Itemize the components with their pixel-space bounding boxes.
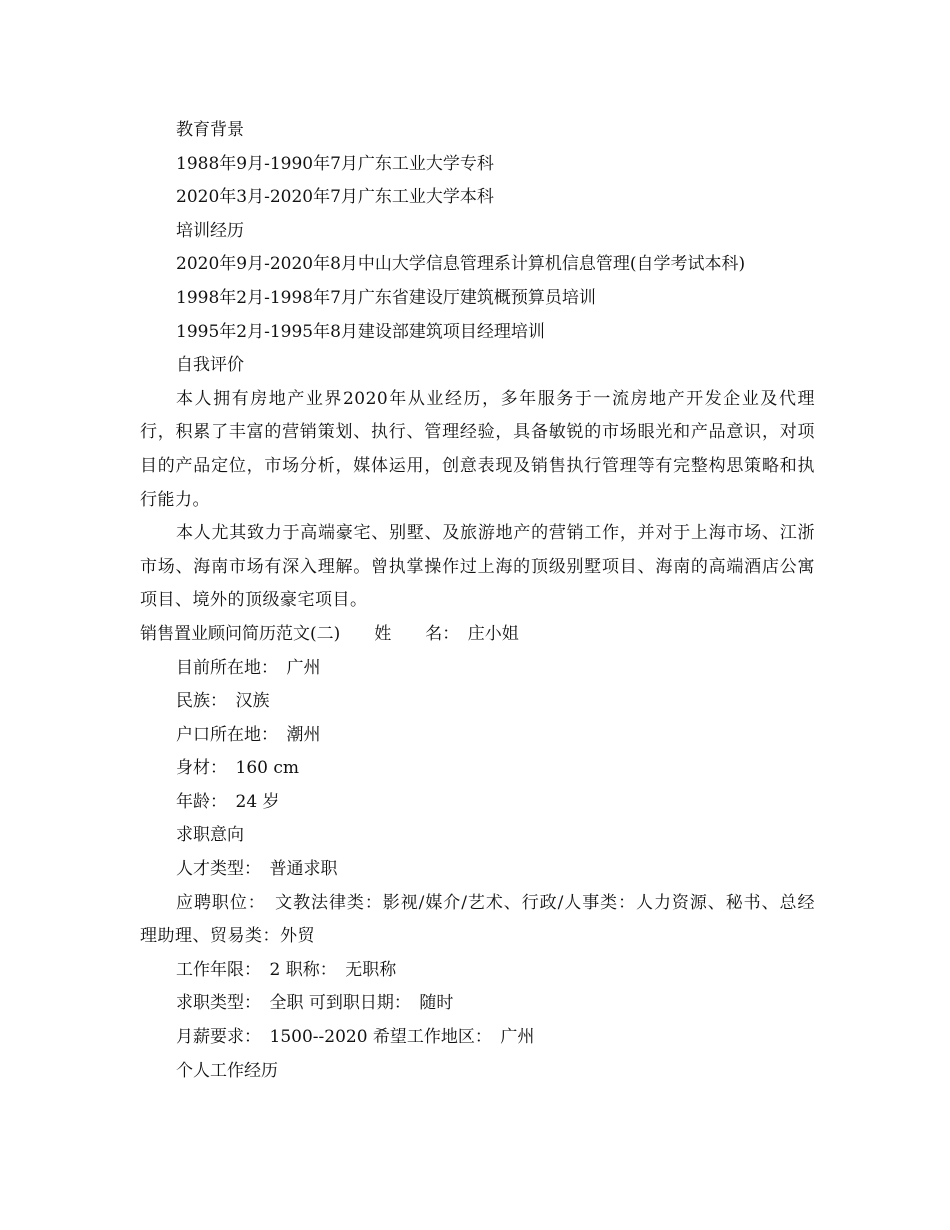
work-experience-heading: 个人工作经历 bbox=[176, 1060, 278, 1081]
resume-content bbox=[140, 114, 815, 1088]
self-evaluation-paragraph-1: 本人拥有房地产业界2020年从业经历，多年服务于一流房地产开发企业及代理行，积累了丰富的营销策划、执行、管理经验，具备敏锐的市场眼光和产品意识，对项目的产品定位，市场分析，媒体运用，创意表现及销售执行管理等有完整构思策略和执行能力。 bbox=[140, 388, 815, 510]
talent-type: 人才类型： 普通求职 bbox=[176, 859, 338, 880]
work-years: 工作年限： 2 职称： 无职称 bbox=[176, 959, 397, 980]
training-item-3: 1995年2月-1995年8月建设部建筑项目经理培训 bbox=[176, 321, 545, 342]
training-item-1: 2020年9月-2020年8月中山大学信息管理系计算机信息管理(自学考试本科) bbox=[176, 254, 746, 275]
age: 年龄： 24 岁 bbox=[176, 791, 280, 812]
applied-position: 应聘职位： 文教法律类：影视/媒介/艺术、行政/人事类：人力资源、秘书、总经理助理、贸易类：外贸 bbox=[140, 892, 815, 947]
self-evaluation-heading: 自我评价 bbox=[176, 355, 244, 376]
training-heading: 培训经历 bbox=[176, 220, 244, 241]
salary-requirement: 月薪要求： 1500--2020 希望工作地区： 广州 bbox=[176, 1027, 535, 1048]
current-location: 目前所在地： 广州 bbox=[176, 657, 321, 678]
hukou-location: 户口所在地： 潮州 bbox=[176, 724, 321, 745]
height: 身材： 160 cm bbox=[176, 758, 299, 779]
education-item-1: 1988年9月-1990年7月广东工业大学专科 bbox=[176, 153, 494, 174]
education-item-2: 2020年3月-2020年7月广东工业大学本科 bbox=[176, 187, 494, 208]
sample-2-title-line: 销售置业顾问简历范文(二) 姓 名： 庄小姐 bbox=[140, 623, 519, 644]
training-item-2: 1998年2月-1998年7月广东省建设厅建筑概预算员培训 bbox=[176, 287, 596, 308]
ethnicity: 民族： 汉族 bbox=[176, 691, 270, 712]
education-heading: 教育背景 bbox=[176, 120, 244, 140]
job-type: 求职类型： 全职 可到职日期： 随时 bbox=[176, 993, 454, 1014]
job-intent-heading: 求职意向 bbox=[176, 825, 244, 846]
self-evaluation-paragraph-2: 本人尤其致力于高端豪宅、别墅、及旅游地产的营销工作，并对于上海市场、江浙市场、海南市场有深入理解。曾执掌操作过上海的顶级别墅项目、海南的高端酒店公寓项目、境外的顶级豪宅项目。 bbox=[140, 523, 815, 611]
